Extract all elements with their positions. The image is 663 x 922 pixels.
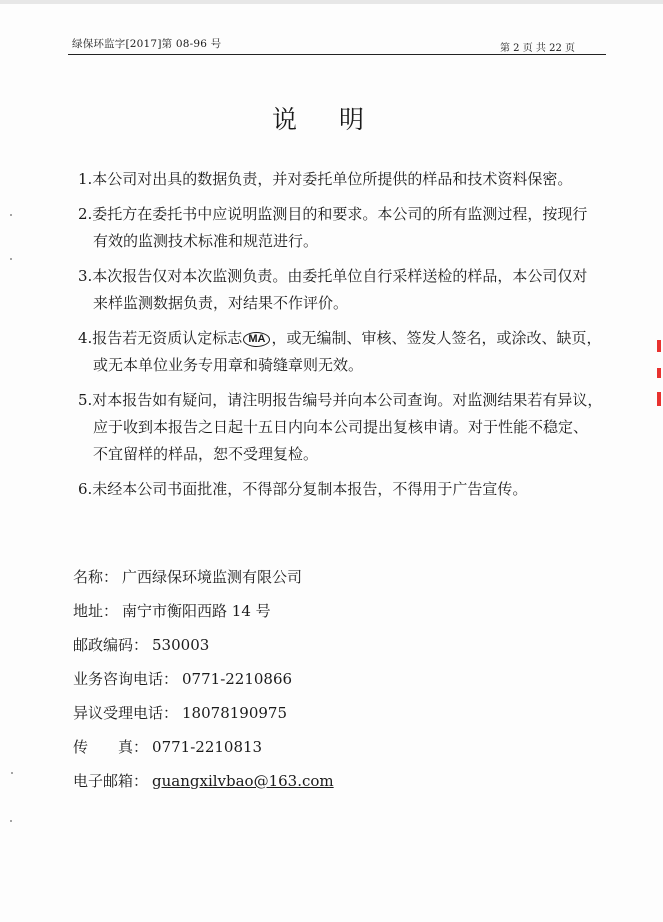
note-line: 有效的监测技术标准和规范进行。 — [93, 232, 319, 250]
objection-phone-label: 异议受理电话： — [73, 704, 179, 722]
business-phone-row — [73, 665, 334, 699]
note-line: 6.未经本公司书面批准，不得部分复制本报告，不得用于广告宣传。 — [78, 480, 528, 498]
postcode-value: 530003 — [152, 636, 210, 654]
scan-edge — [0, 0, 663, 4]
notes-list — [78, 166, 618, 511]
note-item — [78, 325, 618, 379]
title-char-1: 说 — [272, 105, 298, 134]
note-line: 应于收到本报告之日起十五日内向本公司提出复核申请。对于性能不稳定、 — [93, 418, 589, 436]
scan-speck — [10, 820, 12, 822]
postcode-row — [73, 631, 334, 665]
fax-value: 0771-2210813 — [152, 738, 263, 756]
objection-phone-value: 18078190975 — [182, 704, 287, 722]
note-item — [78, 476, 618, 503]
email-link[interactable]: guangxilvbao@163.com — [152, 772, 334, 790]
company-name-row — [73, 563, 334, 597]
objection-phone-row — [73, 699, 334, 733]
email-label: 电子邮箱： — [73, 772, 149, 790]
note-line — [78, 325, 618, 352]
address-value: 南宁市衡阳西路 14 号 — [122, 602, 271, 620]
note-text: 4.报告若无资质认定标志 — [78, 329, 243, 347]
note-item — [78, 263, 618, 317]
seal-edge-mark — [657, 392, 661, 406]
page-title — [272, 100, 364, 136]
fax-label — [73, 733, 148, 761]
scan-speck — [10, 258, 12, 260]
scan-speck — [11, 772, 13, 774]
note-line: 1.本公司对出具的数据负责，并对委托单位所提供的样品和技术资料保密。 — [78, 170, 573, 188]
note-item — [78, 201, 618, 255]
note-line: 来样监测数据负责，对结果不作评价。 — [93, 294, 349, 312]
email-row — [73, 767, 334, 801]
business-phone-label: 业务咨询电话： — [73, 670, 179, 688]
scan-speck — [10, 214, 12, 216]
report-number: 绿保环监字[2017]第 08-96 号 — [72, 38, 222, 50]
fax-label-char: 传 — [73, 738, 89, 756]
ma-certification-icon: MA — [243, 332, 270, 347]
note-item — [78, 387, 618, 468]
note-item — [78, 166, 618, 193]
postcode-label: 邮政编码： — [73, 636, 149, 654]
title-char-2: 明 — [339, 105, 365, 134]
note-line: 5.对本报告如有疑问，请注明报告编号并向本公司查询。对监测结果若有异议， — [78, 391, 603, 409]
page-counter: 第 2 页 共 22 页 — [500, 43, 575, 54]
header-rule — [68, 54, 606, 55]
note-line: 3.本次报告仅对本次监测负责。由委托单位自行采样送检的样品，本公司仅对 — [78, 267, 588, 285]
business-phone-value: 0771-2210866 — [182, 670, 293, 688]
fax-row — [73, 733, 334, 767]
fax-label-rest: 真： — [118, 738, 149, 756]
company-name-value: 广西绿保环境监测有限公司 — [122, 568, 303, 586]
note-text: ，或无编制、审核、签发人签名，或涂改、缺页， — [271, 329, 602, 347]
seal-edge-mark — [657, 368, 661, 378]
note-line: 2.委托方在委托书中应说明监测目的和要求。本公司的所有监测过程，按现行 — [78, 205, 588, 223]
contact-info — [73, 563, 334, 801]
address-label: 地址： — [73, 602, 119, 620]
seal-edge-mark — [657, 340, 661, 352]
company-name-label: 名称： — [73, 568, 119, 586]
note-line: 不宜留样的样品，恕不受理复检。 — [93, 445, 319, 463]
note-line: 或无本单位业务专用章和骑缝章则无效。 — [93, 356, 364, 374]
address-row — [73, 597, 334, 631]
